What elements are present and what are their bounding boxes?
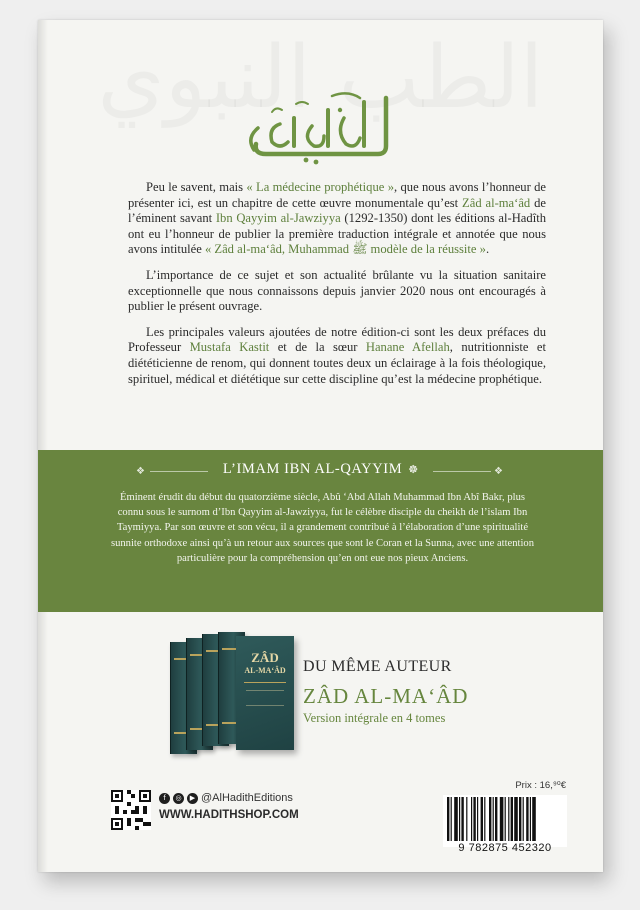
intro-p1-text: de l’éminent savant xyxy=(128,195,546,226)
intro-paragraph-1 xyxy=(128,180,546,258)
intro-p1-text: (1292-1350) dont les éditions al-Hadîth ont eu l’honneur de publier la première traduction intégrale et annotée que nous avons intitulée xyxy=(128,211,546,257)
youtube-icon[interactable]: ▶ xyxy=(187,793,198,804)
intro-p3-highlight-name: Hanane Afellah xyxy=(365,340,450,355)
intro-p1-text: Peu le savent, mais xyxy=(146,180,247,194)
website-link[interactable]: WWW.HADITHSHOP.COM xyxy=(159,809,299,821)
bio-heading xyxy=(38,460,603,484)
isbn-digits: 9 782875 452320 xyxy=(458,842,552,854)
book-back-cover xyxy=(38,20,603,872)
honorific-icon: ☸ xyxy=(408,463,419,476)
intro-p3-text: Les principales valeurs ajoutées de notre édition-ci sont les deux préfaces du Professeur xyxy=(128,324,546,355)
social-handle[interactable]: @AlHadithEditions xyxy=(201,792,293,804)
ornament-line xyxy=(433,471,491,472)
instagram-icon[interactable]: ◎ xyxy=(173,793,184,804)
social-links[interactable] xyxy=(159,792,293,804)
intro-paragraph-3 xyxy=(128,325,546,387)
intro-p3-text: , nutritionniste et diététicienne de renom, qui donnent toutes deux un éclairage à la fois théologique, spirituel, médical et diététique sur cette discipline qu’est la médecine prophétique. xyxy=(128,340,546,386)
book-set-image xyxy=(166,630,296,760)
book-front-cover xyxy=(236,636,294,750)
same-author-block xyxy=(303,658,563,726)
intro-p1-text: . xyxy=(485,242,490,257)
intro-p3-text: et de la sœur xyxy=(269,340,366,355)
book-cover-subtitle: AL-MA‘ÂD xyxy=(244,666,286,675)
same-author-subtitle: Version intégrale en 4 tomes xyxy=(303,711,446,725)
bio-text: Éminent érudit du début du quatorzième siècle, Abû ‘Abd Allah Muhammad Ibn Abî Bakr, plus connu sous le surnom d’Ibn Qayyim al-Jawziyya, fut le célèbre disciple du cheikh de l’islam Ibn Taymiyya. Par son œuvre et son vécu, il a grandement contribué à l’élaboration d’une spiritualité sunnite orthodoxe ainsi qu’à un retour aux sources que sont le Coran et la Sunna, avec une attention particulière pour la compréhension qu’en ont eue nos pieux Anciens. xyxy=(110,492,535,564)
intro-p1-highlight-book: Zâd al-ma‘âd xyxy=(462,195,531,210)
barcode xyxy=(443,795,567,847)
intro-paragraph-2: L’importance de ce sujet et son actualité brûlante vu la situation sanitaire exceptionnelle que nous connaissons depuis janvier 2020 nous ont encouragés à publier le présent ouvrage. xyxy=(128,267,546,314)
qr-code xyxy=(111,790,151,830)
intro-text xyxy=(128,180,546,397)
intro-p1-highlight-title: « La médecine prophétique » xyxy=(246,180,394,194)
arabic-calligraphy-logo xyxy=(38,88,603,173)
intro-p1-text: , que nous avons l’honneur de présenter ici, est un chapitre de cette œuvre monumentale qu’est xyxy=(128,180,546,210)
same-author-label: DU MÊME AUTEUR xyxy=(303,658,452,675)
ornament-icon: ❖ xyxy=(136,466,145,477)
intro-p3-highlight-name: Mustafa Kastit xyxy=(189,340,270,355)
intro-p1-highlight-series: « Zâd al-ma‘âd, Muhammad ﷺ modèle de la réussite » xyxy=(204,242,486,257)
ornament-icon: ❖ xyxy=(494,466,503,477)
barcode-bars xyxy=(443,795,567,841)
facebook-icon[interactable]: f xyxy=(159,793,170,804)
same-author-title: ZÂD AL-MA‘ÂD xyxy=(303,684,469,708)
book-cover-title: ZÂD xyxy=(251,650,279,665)
calligraphy-graphic xyxy=(236,88,406,168)
price-label: Prix : 16,⁹⁰€ xyxy=(515,780,566,791)
bio-title: L’IMAM IBN AL-QAYYIM xyxy=(222,461,403,477)
ornament-line xyxy=(150,471,208,472)
intro-p1-highlight-author: Ibn Qayyim al-Jawziyya xyxy=(215,211,341,226)
author-bio-panel xyxy=(38,450,603,612)
